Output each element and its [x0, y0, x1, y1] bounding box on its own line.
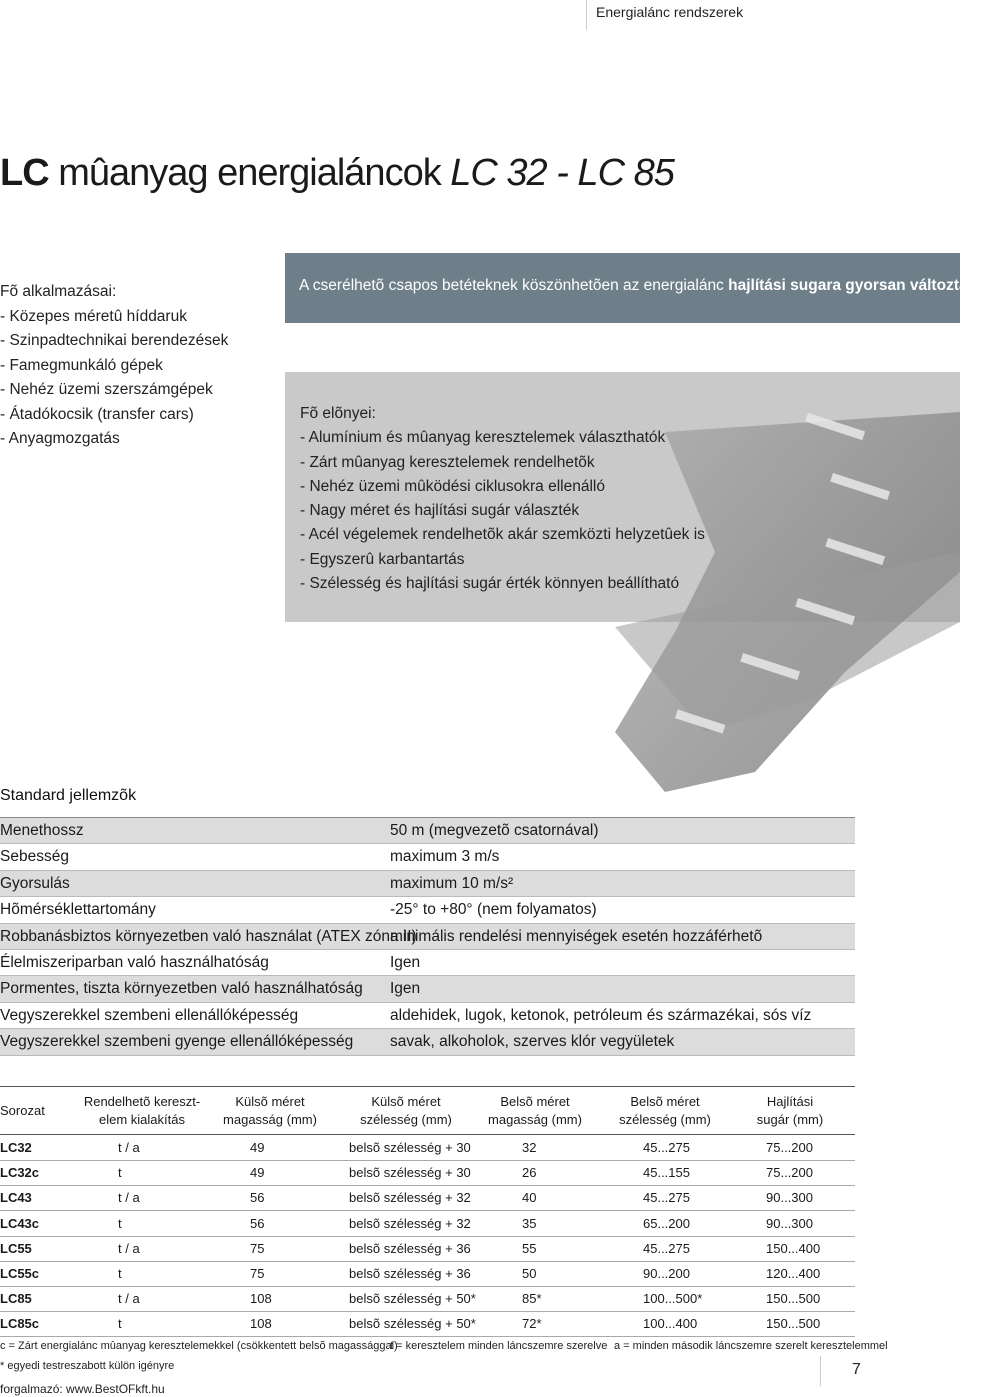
- spec-cell: LC85c: [0, 1316, 40, 1332]
- section-header: Energialánc rendszerek: [596, 4, 744, 20]
- spec-table-row: [0, 1185, 855, 1211]
- application-item: - Szinpadtechnikai berendezések: [0, 332, 229, 349]
- standard-row: [0, 1003, 855, 1029]
- spec-cell: LC55c: [0, 1266, 40, 1281]
- advantage-item: - Nehéz üzemi mûködési ciklusokra ellenálló: [300, 477, 605, 495]
- spec-cell: belsõ szélesség + 30: [349, 1140, 471, 1155]
- spec-cell: t: [118, 1316, 122, 1332]
- standard-value: 50 m (megvezetõ csatornával): [390, 822, 599, 839]
- spec-cell: 45...275: [643, 1140, 690, 1155]
- header-divider: [586, 0, 587, 30]
- spec-table-row: [0, 1236, 855, 1262]
- standard-table: [0, 818, 855, 1056]
- application-item: - Famegmunkáló gépek: [0, 356, 163, 374]
- spec-cell: 150...500: [766, 1316, 821, 1332]
- spec-header: Rendelhetõ kereszt- elem kialakítás: [83, 1094, 201, 1127]
- standard-value: savak, alkoholok, szerves klór vegyületek: [390, 1033, 675, 1051]
- spec-cell: 75...200: [766, 1140, 813, 1155]
- spec-cell: 100...500*: [643, 1291, 703, 1307]
- spec-cell: 40: [522, 1190, 537, 1206]
- standard-row: [0, 844, 855, 870]
- spec-table-row: [0, 1286, 855, 1312]
- advantage-item: - Egyszerû karbantartás: [300, 550, 465, 568]
- spec-header: Sorozat: [0, 1103, 45, 1118]
- standard-row: [0, 950, 855, 976]
- title-normal: mûanyag energialáncok: [48, 152, 451, 194]
- standard-row: [0, 897, 855, 923]
- title-italic: LC 32 - LC 85: [450, 152, 674, 194]
- advantage-item: - Nagy méret és hajlítási sugár választék: [300, 502, 580, 520]
- spec-cell: 150...400: [766, 1240, 821, 1256]
- advantage-item: - Acél végelemek rendelhetõk akár szemközti helyzetûek is: [300, 526, 705, 544]
- applications-list: [0, 280, 228, 452]
- standard-key: Sebesség: [0, 848, 69, 866]
- spec-table-row: [0, 1211, 855, 1237]
- advantage-item: - Alumínium és mûanyag keresztelemek választhatók: [300, 429, 666, 447]
- spec-cell: 72*: [522, 1316, 542, 1332]
- advantages-heading: Fõ elõnyei:: [300, 405, 376, 422]
- standard-value: Igen: [390, 953, 421, 971]
- standard-row: [0, 924, 855, 950]
- spec-cell: t: [118, 1266, 122, 1281]
- spec-cell: 56: [250, 1190, 265, 1206]
- standard-key: Hõmérséklettartomány: [0, 901, 156, 919]
- spec-table-top-rule: [0, 1086, 855, 1087]
- spec-cell: 56: [250, 1215, 265, 1231]
- banner-text-normal: A cserélhetõ csapos betéteknek köszönhetõen az energialánc: [299, 277, 729, 294]
- spec-table-row: [0, 1160, 855, 1186]
- application-item: - Közepes méretû híddaruk: [0, 307, 187, 325]
- spec-cell: LC43: [0, 1190, 32, 1206]
- standard-value: Igen: [390, 980, 421, 998]
- spec-header: Külsõ méret magasság (mm): [223, 1094, 317, 1127]
- page-number: 7: [852, 1361, 861, 1378]
- standard-value: maximum 3 m/s: [390, 848, 500, 866]
- distributor-note: forgalmazó: www.BestOFkft.hu: [0, 1382, 165, 1396]
- spec-cell: 120...400: [766, 1266, 821, 1281]
- spec-header: Hajlítási sugár (mm): [756, 1094, 824, 1127]
- spec-cell: 108: [250, 1316, 272, 1332]
- standard-key: Pormentes, tiszta környezetben való használhatóság: [0, 980, 363, 998]
- spec-cell: 49: [250, 1165, 265, 1181]
- standard-key: Robbanásbiztos környezetben való használat (ATEX zóna II): [0, 927, 417, 945]
- application-item: - Nehéz üzemi szerszámgépek: [0, 381, 213, 398]
- spec-cell: LC85: [0, 1291, 32, 1307]
- footnote-t: t = keresztelem minden láncszemre szerelve: [390, 1340, 608, 1352]
- standard-row: [0, 818, 855, 844]
- standard-key: Vegyszerekkel szembeni gyenge ellenállóképesség: [0, 1033, 354, 1051]
- spec-cell: 150...500: [766, 1291, 821, 1307]
- spec-header: Külsõ méret szélesség (mm): [360, 1094, 452, 1127]
- spec-cell: 75: [250, 1240, 265, 1256]
- spec-table-row: [0, 1135, 855, 1161]
- spec-cell: 49: [250, 1140, 265, 1155]
- spec-cell: 75: [250, 1266, 265, 1281]
- spec-cell: 45...275: [643, 1240, 690, 1256]
- spec-cell: t: [118, 1165, 122, 1181]
- spec-cell: 90...300: [766, 1190, 813, 1206]
- spec-header: Belsõ méret magasság (mm): [488, 1094, 582, 1127]
- spec-cell: LC32c: [0, 1165, 40, 1181]
- spec-cell: 85*: [522, 1291, 542, 1307]
- spec-cell: belsõ szélesség + 32: [349, 1190, 471, 1206]
- spec-table-row: [0, 1261, 855, 1287]
- spec-cell: belsõ szélesség + 36: [349, 1266, 471, 1281]
- spec-cell: t / a: [118, 1240, 140, 1256]
- spec-cell: 108: [250, 1291, 272, 1307]
- spec-cell: 26: [522, 1165, 537, 1181]
- standard-key: Menethossz: [0, 822, 84, 839]
- standard-key: Gyorsulás: [0, 874, 70, 892]
- spec-cell: belsõ szélesség + 50*: [349, 1316, 476, 1332]
- banner-text-bold: hajlítási sugara gyorsan változtatható: [728, 277, 1005, 294]
- standard-title: Standard jellemzõk: [0, 787, 137, 804]
- spec-cell: 75...200: [766, 1165, 813, 1181]
- spec-cell: 65...200: [643, 1215, 690, 1231]
- standard-key: Vegyszerekkel szembeni ellenállóképesség: [0, 1006, 299, 1024]
- applications-heading: Fõ alkalmazásai:: [0, 283, 117, 300]
- banner-text: [299, 277, 1005, 295]
- footnote-a: a = minden második láncszemre szerelt keresztelemmel: [614, 1340, 888, 1352]
- standard-value: -25° to +80° (nem folyamatos): [390, 901, 597, 919]
- application-item: - Anyagmozgatás: [0, 430, 120, 447]
- spec-cell: t / a: [118, 1291, 140, 1307]
- spec-cell: belsõ szélesség + 36: [349, 1240, 471, 1256]
- standard-key: Élelmiszeriparban való használhatóság: [0, 953, 269, 971]
- spec-cell: belsõ szélesség + 32: [349, 1215, 471, 1231]
- standard-row: [0, 1029, 855, 1055]
- spec-cell: 100...400: [643, 1316, 698, 1332]
- standard-value: maximum 10 m/s²: [390, 874, 514, 892]
- footnote-c: c = Zárt energialánc mûanyag keresztelemekkel (csökkentett belsõ magassággal): [0, 1340, 398, 1352]
- spec-cell: t / a: [118, 1140, 140, 1155]
- standard-value: aldehidek, lugok, ketonok, petróleum és származékai, sós víz: [390, 1006, 812, 1024]
- spec-header: Belsõ méret szélesség (mm): [619, 1094, 711, 1127]
- spec-cell: t: [118, 1215, 122, 1231]
- spec-cell: t / a: [118, 1190, 140, 1206]
- standard-row: [0, 871, 855, 897]
- spec-cell: 32: [522, 1140, 537, 1155]
- page-title: [0, 152, 674, 195]
- spec-cell: 45...155: [643, 1165, 690, 1181]
- spec-cell: 90...200: [643, 1266, 690, 1281]
- spec-cell: 50: [522, 1266, 537, 1281]
- spec-cell: 35: [522, 1215, 537, 1231]
- spec-cell: 55: [522, 1240, 537, 1256]
- application-item: - Átadókocsik (transfer cars): [0, 405, 194, 423]
- standard-value: minimális rendelési mennyiségek esetén hozzáférhetõ: [390, 927, 763, 945]
- spec-cell: belsõ szélesség + 50*: [349, 1291, 476, 1307]
- advantages-list: [300, 402, 705, 596]
- spec-cell: LC43c: [0, 1215, 40, 1231]
- standard-row: [0, 976, 855, 1002]
- footnote-star: * egyedi testreszabott külön igényre: [0, 1360, 175, 1372]
- advantage-item: - Zárt mûanyag keresztelemek rendelhetõk: [300, 453, 595, 471]
- spec-cell: 45...275: [643, 1190, 690, 1206]
- feature-banner: [285, 253, 1005, 323]
- spec-cell: LC32: [0, 1140, 32, 1155]
- spec-cell: 90...300: [766, 1215, 813, 1231]
- page-number-divider: [820, 1356, 821, 1386]
- spec-cell: LC55: [0, 1240, 32, 1256]
- advantage-item: - Szélesség és hajlítási sugár érték könnyen beállítható: [300, 575, 680, 593]
- spec-table-row: [0, 1311, 855, 1337]
- title-bold: LC: [0, 152, 49, 194]
- spec-cell: belsõ szélesség + 30: [349, 1165, 471, 1181]
